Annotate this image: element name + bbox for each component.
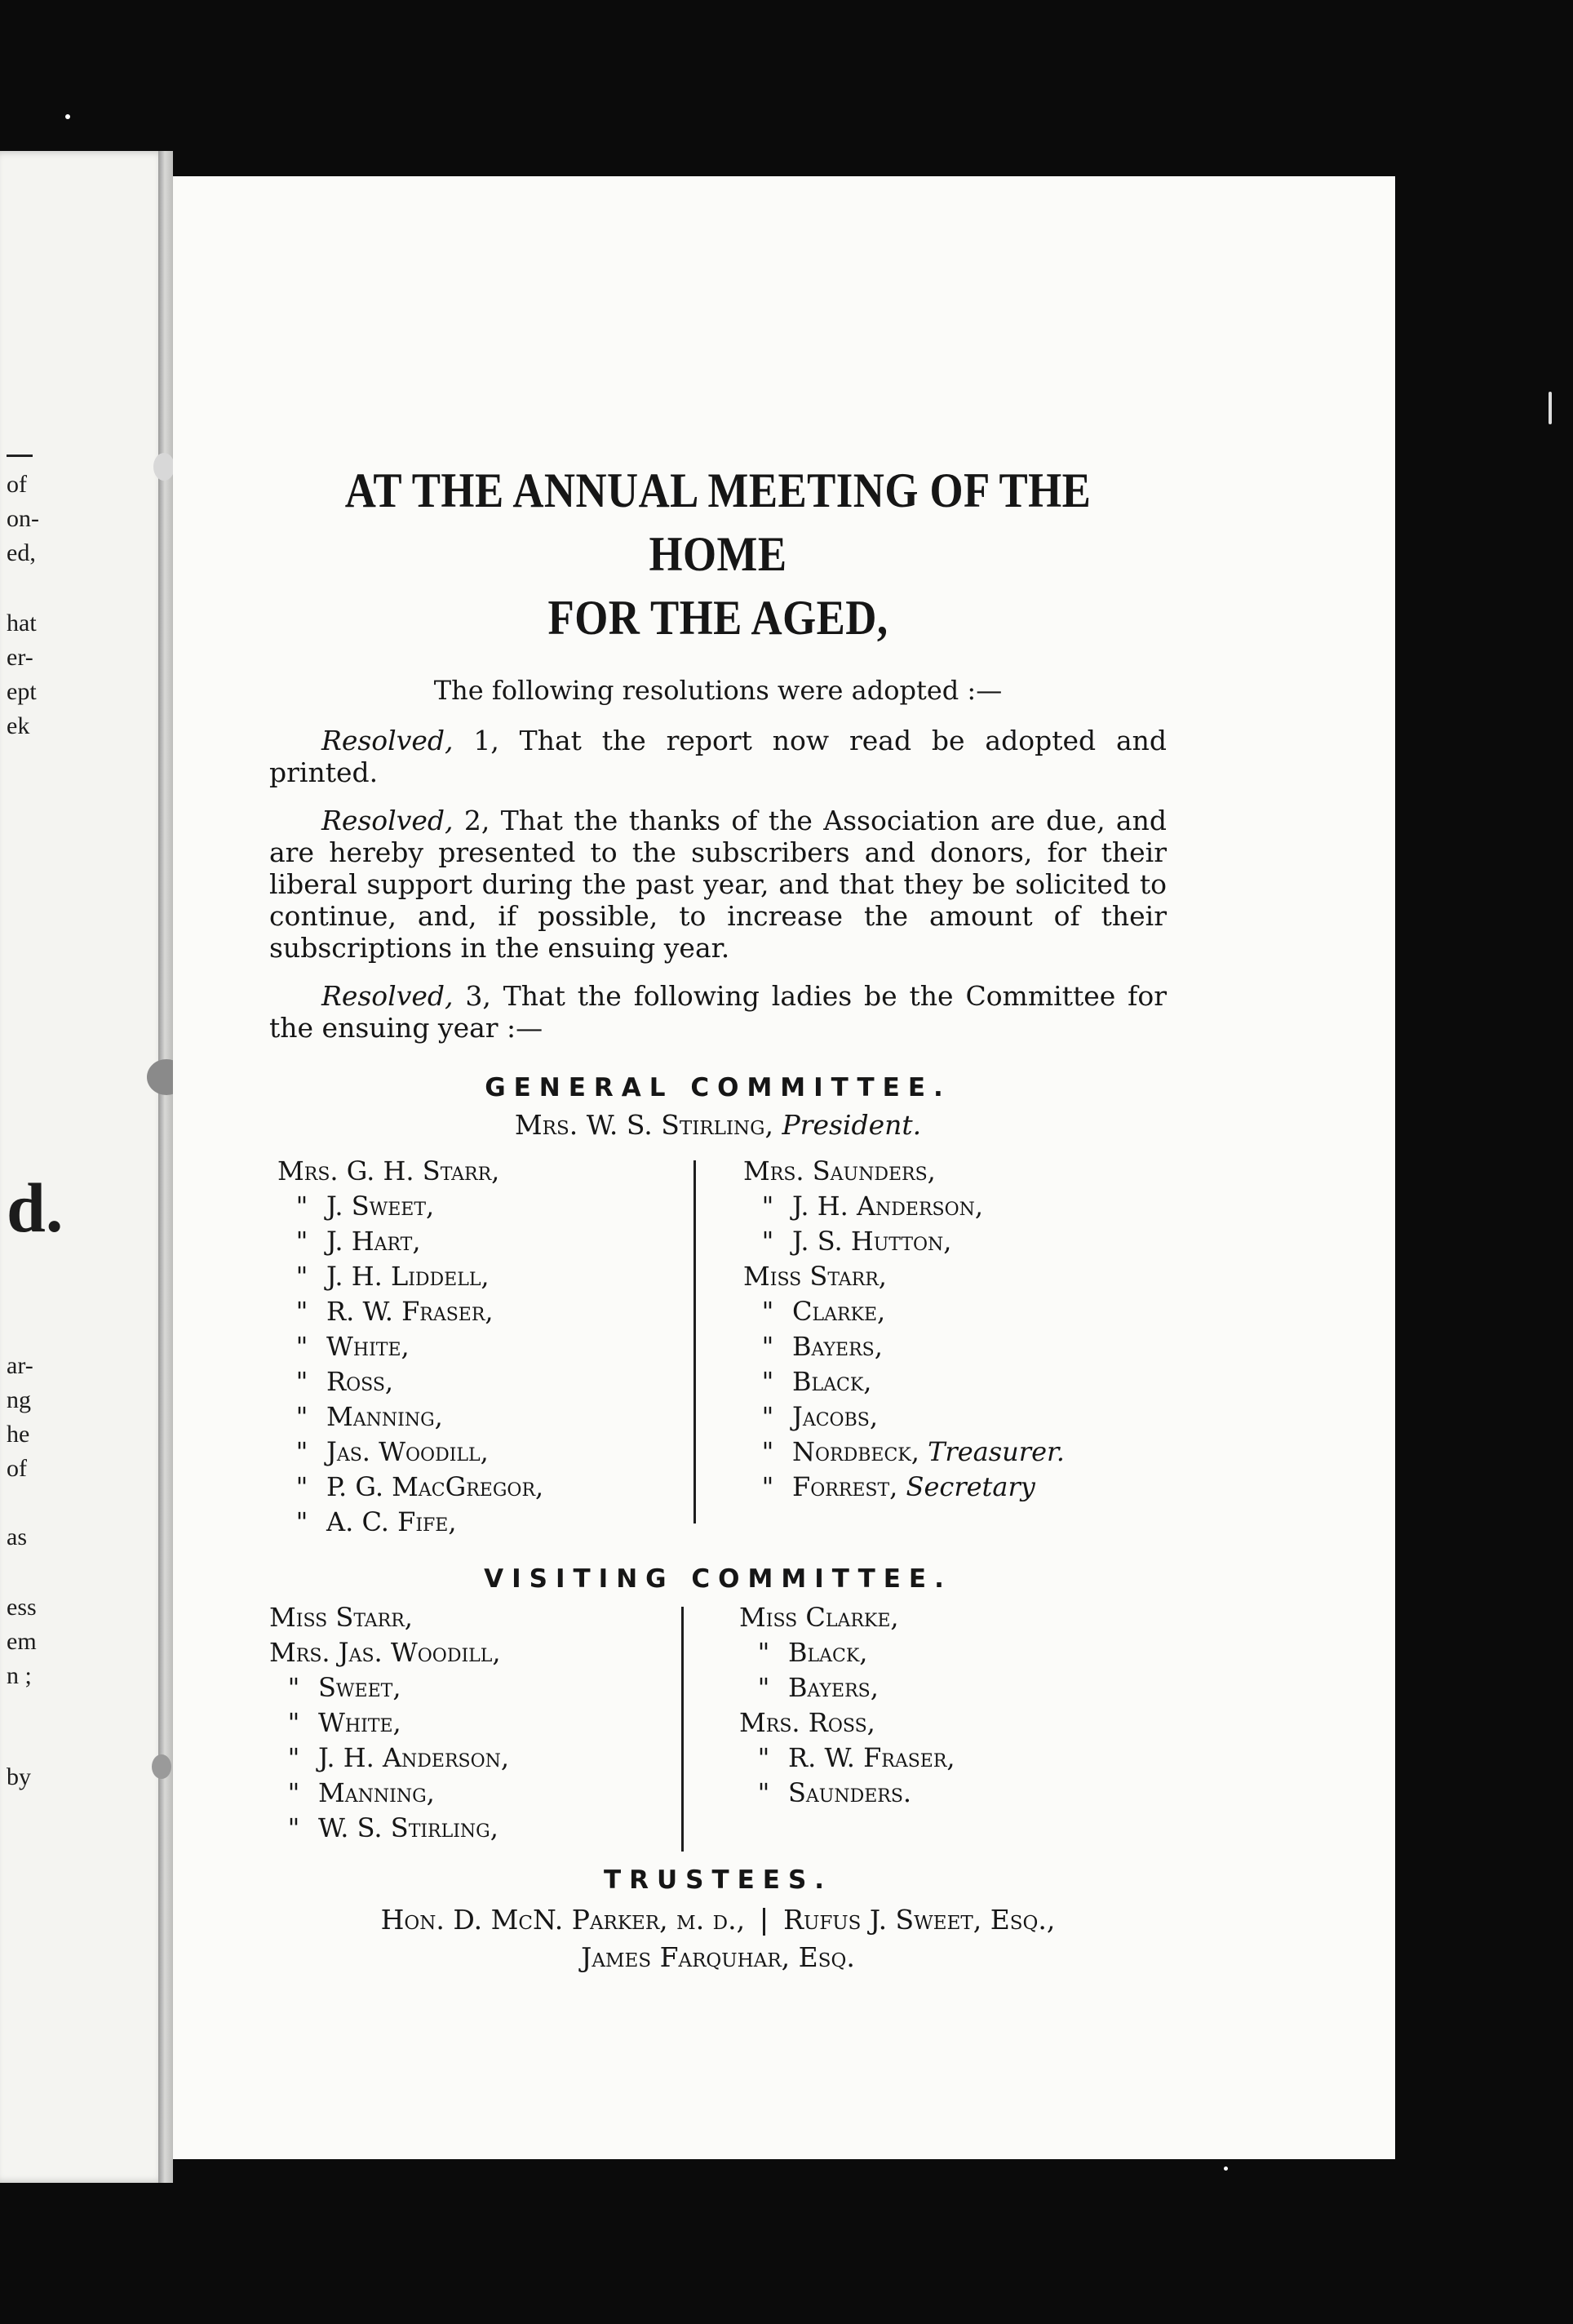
trustee-name: Hon. D. McN. Parker, m. d.,: [380, 1904, 746, 1936]
member-name: R. W. Fraser,: [788, 1742, 955, 1773]
member-name: Manning,: [318, 1777, 435, 1808]
member-row: [743, 1224, 1167, 1259]
ditto-mark: ": [757, 1672, 770, 1703]
left-page-fragment: d.: [7, 1169, 64, 1247]
member-name: Bayers,: [788, 1672, 879, 1703]
member-row: [743, 1259, 1167, 1294]
left-page-fragment: em: [7, 1628, 37, 1655]
binding-hole: [153, 453, 175, 481]
member-name: White,: [326, 1331, 410, 1362]
ditto-mark: ": [287, 1672, 300, 1703]
member-row: [739, 1670, 1167, 1705]
left-page-fragment: as: [7, 1523, 27, 1550]
ditto-mark: ": [295, 1471, 308, 1502]
member-row: [743, 1435, 1167, 1470]
ditto-mark: ": [761, 1436, 774, 1467]
member-row: [743, 1329, 1167, 1364]
member-name: Forrest,: [792, 1471, 898, 1502]
member-row: [743, 1154, 1167, 1189]
column-divider: [681, 1607, 684, 1852]
left-page-fragment: ar-: [7, 1352, 33, 1379]
member-prefix: Miss: [743, 1261, 802, 1292]
ditto-mark: ": [757, 1637, 770, 1668]
member-name: Black,: [792, 1366, 872, 1397]
resolution-label: Resolved,: [321, 980, 454, 1012]
member-name: J. S. Hutton,: [792, 1226, 952, 1257]
member-name: J. H. Anderson,: [318, 1742, 510, 1773]
ditto-mark: ": [761, 1226, 774, 1257]
visiting-committee-list: [269, 1600, 1167, 1846]
left-page-fragment: ng: [7, 1386, 31, 1413]
ditto-mark: ": [295, 1366, 308, 1397]
member-prefix: Miss: [269, 1602, 328, 1633]
left-page-fragment: hat: [7, 610, 37, 636]
member-name: Black,: [788, 1637, 868, 1668]
member-row: [277, 1364, 701, 1399]
member-role: Secretary: [906, 1471, 1035, 1502]
column-divider: [763, 1908, 765, 1936]
member-name: Jacobs,: [792, 1401, 878, 1432]
left-page-fragment: ed,: [7, 539, 36, 566]
member-prefix: Mrs.: [743, 1155, 804, 1186]
member-row: [743, 1364, 1167, 1399]
ditto-mark: ": [287, 1777, 300, 1808]
ditto-mark: ": [287, 1707, 300, 1738]
member-name: P. G. MacGregor,: [326, 1471, 544, 1502]
resolution-text: 3, That the following ladies be the Committee for the ensuing year :—: [269, 980, 1167, 1044]
general-committee-heading: GENERAL COMMITTEE.: [485, 1073, 951, 1102]
member-prefix: Mrs.: [269, 1637, 330, 1668]
left-page-fragment: of: [7, 1455, 27, 1482]
visiting-committee-left-column: [269, 1600, 697, 1846]
member-name: Starr,: [335, 1602, 413, 1633]
member-name: J. Hart,: [326, 1226, 421, 1257]
member-row: [739, 1635, 1167, 1670]
ditto-mark: ": [287, 1742, 300, 1773]
ditto-mark: ": [295, 1226, 308, 1257]
member-row: [269, 1705, 697, 1741]
ditto-mark: ": [761, 1191, 774, 1222]
member-row: [743, 1470, 1167, 1505]
general-committee-list: [269, 1154, 1167, 1540]
ditto-mark: ": [761, 1471, 774, 1502]
left-page-fragment: ept: [7, 678, 37, 705]
resolution-paragraph: [269, 980, 1167, 1044]
member-row: [743, 1189, 1167, 1224]
member-name: Nordbeck,: [792, 1436, 919, 1467]
member-prefix: Miss: [739, 1602, 798, 1633]
ditto-mark: ": [761, 1296, 774, 1327]
member-name: Bayers,: [792, 1331, 883, 1362]
ditto-mark: ": [295, 1261, 308, 1292]
left-page-fragment: on-: [7, 505, 39, 532]
member-row: [277, 1224, 701, 1259]
left-page-fragment: ek: [7, 712, 30, 739]
resolution-paragraph: [269, 725, 1167, 788]
member-row: [269, 1811, 697, 1846]
ditto-mark: ": [761, 1331, 774, 1362]
ditto-mark: ": [295, 1436, 308, 1467]
member-name: Starr,: [809, 1261, 887, 1292]
member-row: [269, 1741, 697, 1776]
member-name: J. H. Liddell,: [326, 1261, 490, 1292]
member-prefix: Mrs.: [739, 1707, 800, 1738]
member-prefix: Mrs.: [277, 1155, 339, 1186]
left-page-fragment: by: [7, 1763, 31, 1790]
member-row: [277, 1189, 701, 1224]
member-row: [277, 1505, 701, 1540]
left-page-fragment: n ;: [7, 1662, 32, 1689]
rule-dash: [7, 455, 33, 457]
resolution-text: 2, That the thanks of the Association are due, and are hereby presented to the subscribers and donors, for their liberal support during the past year, and that they be solicited to continue, and, if possible, to increase the amount of their subscriptions in the ensuing year.: [269, 805, 1167, 964]
member-name: Saunders.: [788, 1777, 912, 1808]
member-row: [277, 1259, 701, 1294]
column-divider: [693, 1160, 696, 1523]
member-row: [277, 1294, 701, 1329]
member-row: [739, 1705, 1167, 1741]
member-name: Jas. Woodill,: [326, 1436, 489, 1467]
ditto-mark: ": [295, 1296, 308, 1327]
member-row: [269, 1670, 697, 1705]
trustee-name: James Farquhar, Esq.: [581, 1941, 855, 1973]
member-row: [277, 1435, 701, 1470]
resolution-paragraph: [269, 805, 1167, 964]
member-name: Clarke,: [792, 1296, 886, 1327]
member-name: Ross,: [326, 1366, 394, 1397]
ditto-mark: ": [761, 1366, 774, 1397]
dust-speck: [1224, 2167, 1228, 2171]
dust-speck: [65, 114, 70, 119]
member-name: R. W. Fraser,: [326, 1296, 494, 1327]
binding-hole: [152, 1754, 171, 1779]
left-page-fragment: of: [7, 471, 27, 498]
ditto-mark: ": [757, 1777, 770, 1808]
visiting-committee-right-column: [697, 1600, 1167, 1846]
left-page-fragment: ess: [7, 1594, 37, 1621]
president-role: President.: [782, 1109, 922, 1141]
member-name: Jas. Woodill,: [338, 1637, 501, 1668]
member-row: [269, 1635, 697, 1670]
member-row: [277, 1399, 701, 1435]
member-name: J. H. Anderson,: [792, 1191, 984, 1222]
document-page: [173, 176, 1395, 2159]
member-row: [739, 1600, 1167, 1635]
member-name: G. H. Starr,: [346, 1155, 500, 1186]
member-name: Manning,: [326, 1401, 443, 1432]
visiting-committee-heading: VISITING COMMITTEE.: [484, 1564, 952, 1594]
member-row: [277, 1329, 701, 1364]
resolution-label: Resolved,: [321, 725, 454, 756]
resolution-text: 1, That the report now read be adopted and printed.: [269, 725, 1167, 788]
president-line: [269, 1109, 1167, 1141]
title-line: AT THE ANNUAL MEETING OF THE HOME: [344, 463, 1092, 581]
member-row: [743, 1399, 1167, 1435]
previous-page: [0, 151, 167, 2183]
page-content: [269, 459, 1167, 1976]
president-name: Mrs. W. S. Stirling,: [514, 1109, 773, 1141]
member-name: Clarke,: [805, 1602, 899, 1633]
member-name: Sweet,: [318, 1672, 401, 1703]
dust-speck: [1549, 392, 1552, 424]
trustee-name: Rufus J. Sweet, Esq.,: [783, 1904, 1056, 1936]
ditto-mark: ": [295, 1506, 308, 1537]
member-row: [739, 1741, 1167, 1776]
general-committee-left-column: [269, 1154, 701, 1540]
trustees-row: [269, 1901, 1167, 1939]
ditto-mark: ": [757, 1742, 770, 1773]
ditto-mark: ": [295, 1401, 308, 1432]
member-row: [269, 1776, 697, 1811]
page-title: [280, 459, 1156, 650]
member-row: [277, 1154, 701, 1189]
intro-line: The following resolutions were adopted :—: [433, 675, 1003, 706]
member-name: Ross,: [808, 1707, 875, 1738]
trustees-list: [269, 1901, 1167, 1976]
member-row: [269, 1600, 697, 1635]
resolution-label: Resolved,: [321, 805, 454, 836]
ditto-mark: ": [295, 1191, 308, 1222]
general-committee-right-column: [701, 1154, 1167, 1540]
ditto-mark: ": [761, 1401, 774, 1432]
left-page-fragment: er-: [7, 644, 33, 671]
member-name: A. C. Fife,: [326, 1506, 457, 1537]
member-row: [277, 1470, 701, 1505]
member-name: J. Sweet,: [326, 1191, 435, 1222]
member-row: [739, 1776, 1167, 1811]
member-name: W. S. Stirling,: [318, 1812, 498, 1843]
left-page-fragment: he: [7, 1421, 30, 1448]
ditto-mark: ": [287, 1812, 300, 1843]
trustees-heading: TRUSTEES.: [603, 1865, 833, 1895]
ditto-mark: ": [295, 1331, 308, 1362]
member-name: White,: [318, 1707, 401, 1738]
title-line: FOR THE AGED,: [547, 591, 888, 645]
trustees-row: [269, 1939, 1167, 1976]
member-role: Treasurer.: [928, 1436, 1065, 1467]
member-name: Saunders,: [812, 1155, 936, 1186]
member-row: [743, 1294, 1167, 1329]
